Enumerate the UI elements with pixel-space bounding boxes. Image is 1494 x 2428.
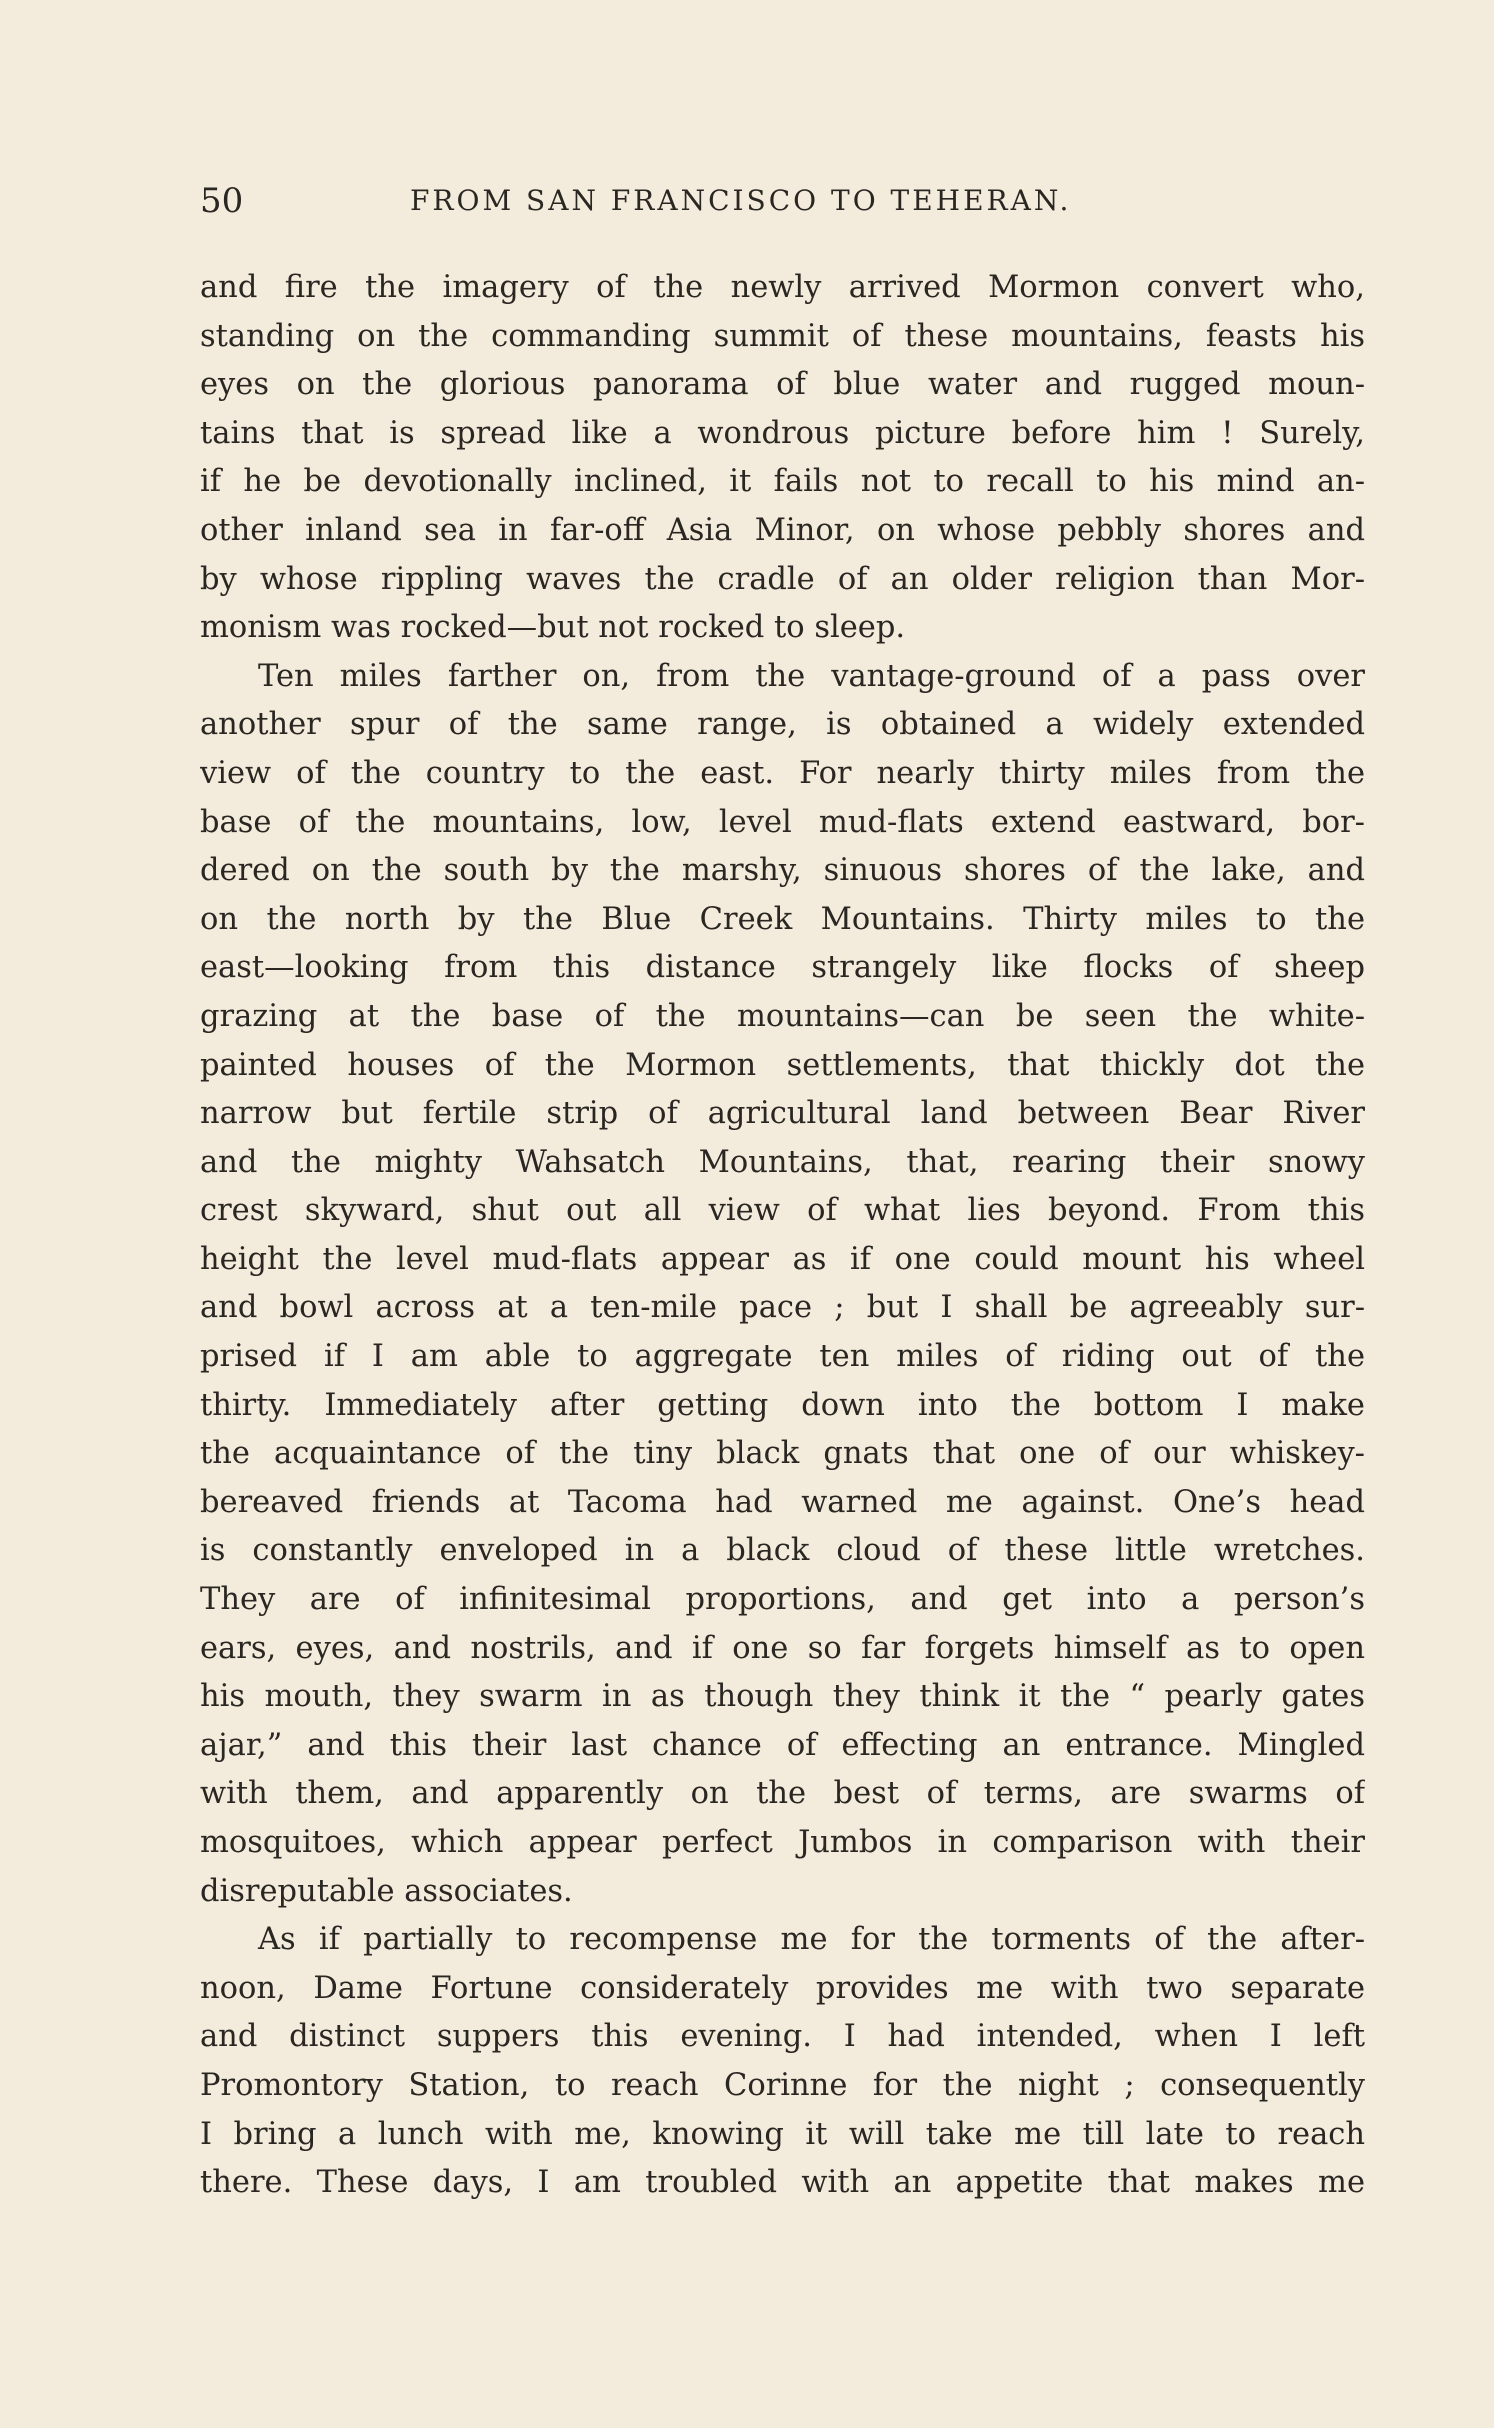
text-line: the acquaintance of the tiny black gnats that one of our whiskey- (200, 1436, 1365, 1472)
text-line: view of the country to the east. For nearly thirty miles from the (200, 755, 1365, 791)
text-line: noon, Dame Fortune considerately provides me with two separate (200, 1970, 1365, 2006)
paragraph-first-line: As if partially to recompense me for the torments of the after- (258, 1922, 1365, 1958)
text-line: and distinct suppers this evening. I had intended, when I left (200, 2019, 1365, 2055)
text-line: base of the mountains, low, level mud-flats extend eastward, bor- (200, 804, 1365, 840)
text-line: and bowl across at a ten-mile pace ; but I shall be agreeably sur- (200, 1290, 1365, 1326)
text-line: disreputable associates. (200, 1873, 573, 1909)
page-header (200, 176, 1365, 226)
text-line: Promontory Station, to reach Corinne for the night ; consequently (200, 2067, 1365, 2103)
text-line: east—looking from this distance strangely like flocks of sheep (200, 950, 1365, 986)
text-line: dered on the south by the marshy, sinuous shores of the lake, and (200, 853, 1365, 889)
text-line: ears, eyes, and nostrils, and if one so far forgets himself as to open (200, 1630, 1365, 1666)
running-title: FROM SAN FRANCISCO TO TEHERAN. (410, 184, 1072, 217)
text-line: there. These days, I am troubled with an appetite that makes me (200, 2165, 1365, 2201)
text-line: monism was rocked—but not rocked to sleep. (200, 610, 906, 646)
text-line: ajar,” and this their last chance of effecting an entrance. Mingled (200, 1727, 1365, 1763)
text-line: with them, and apparently on the best of terms, are swarms of (200, 1776, 1365, 1812)
text-line: I bring a lunch with me, knowing it will take me till late to reach (200, 2116, 1365, 2152)
text-line: They are of infinitesimal proportions, and get into a person’s (200, 1582, 1365, 1618)
text-line: on the north by the Blue Creek Mountains. Thirty miles to the (200, 901, 1365, 937)
text-line: crest skyward, shut out all view of what lies beyond. From this (200, 1193, 1365, 1229)
text-line: another spur of the same range, is obtained a widely extended (200, 707, 1365, 743)
paragraph-first-line: Ten miles farther on, from the vantage-ground of a pass over (258, 658, 1365, 694)
text-line: by whose rippling waves the cradle of an older religion than Mor- (200, 561, 1365, 597)
text-line: and the mighty Wahsatch Mountains, that, rearing their snowy (200, 1144, 1365, 1180)
text-line: and fire the imagery of the newly arrived Mormon convert who, (200, 270, 1365, 305)
text-line: grazing at the base of the mountains—can be seen the white- (200, 998, 1365, 1034)
body-text (200, 264, 1365, 2208)
text-line: thirty. Immediately after getting down into the bottom I make (200, 1387, 1365, 1423)
text-line: narrow but fertile strip of agricultural land between Bear River (200, 1096, 1365, 1132)
text-line: tains that is spread like a wondrous picture before him ! Surely, (200, 415, 1365, 451)
text-line: height the level mud-flats appear as if one could mount his wheel (200, 1241, 1365, 1277)
text-line: painted houses of the Mormon settlements, that thickly dot the (200, 1047, 1365, 1083)
page-number: 50 (200, 181, 244, 221)
text-line: his mouth, they swarm in as though they think it the “ pearly gates (200, 1679, 1365, 1715)
text-line: prised if I am able to aggregate ten miles of riding out of the (200, 1339, 1365, 1375)
text-line: mosquitoes, which appear perfect Jumbos in comparison with their (200, 1825, 1365, 1860)
text-line: other inland sea in far-off Asia Minor, on whose pebbly shores and (200, 512, 1365, 548)
text-line: standing on the commanding summit of these mountains, feasts his (200, 318, 1365, 354)
text-line: is constantly enveloped in a black cloud of these little wretches. (200, 1533, 1365, 1569)
text-line: bereaved friends at Tacoma had warned me against. One’s head (200, 1484, 1365, 1520)
text-line: eyes on the glorious panorama of blue water and rugged moun- (200, 367, 1365, 403)
text-line: if he be devotionally inclined, it fails not to recall to his mind an- (200, 464, 1365, 500)
